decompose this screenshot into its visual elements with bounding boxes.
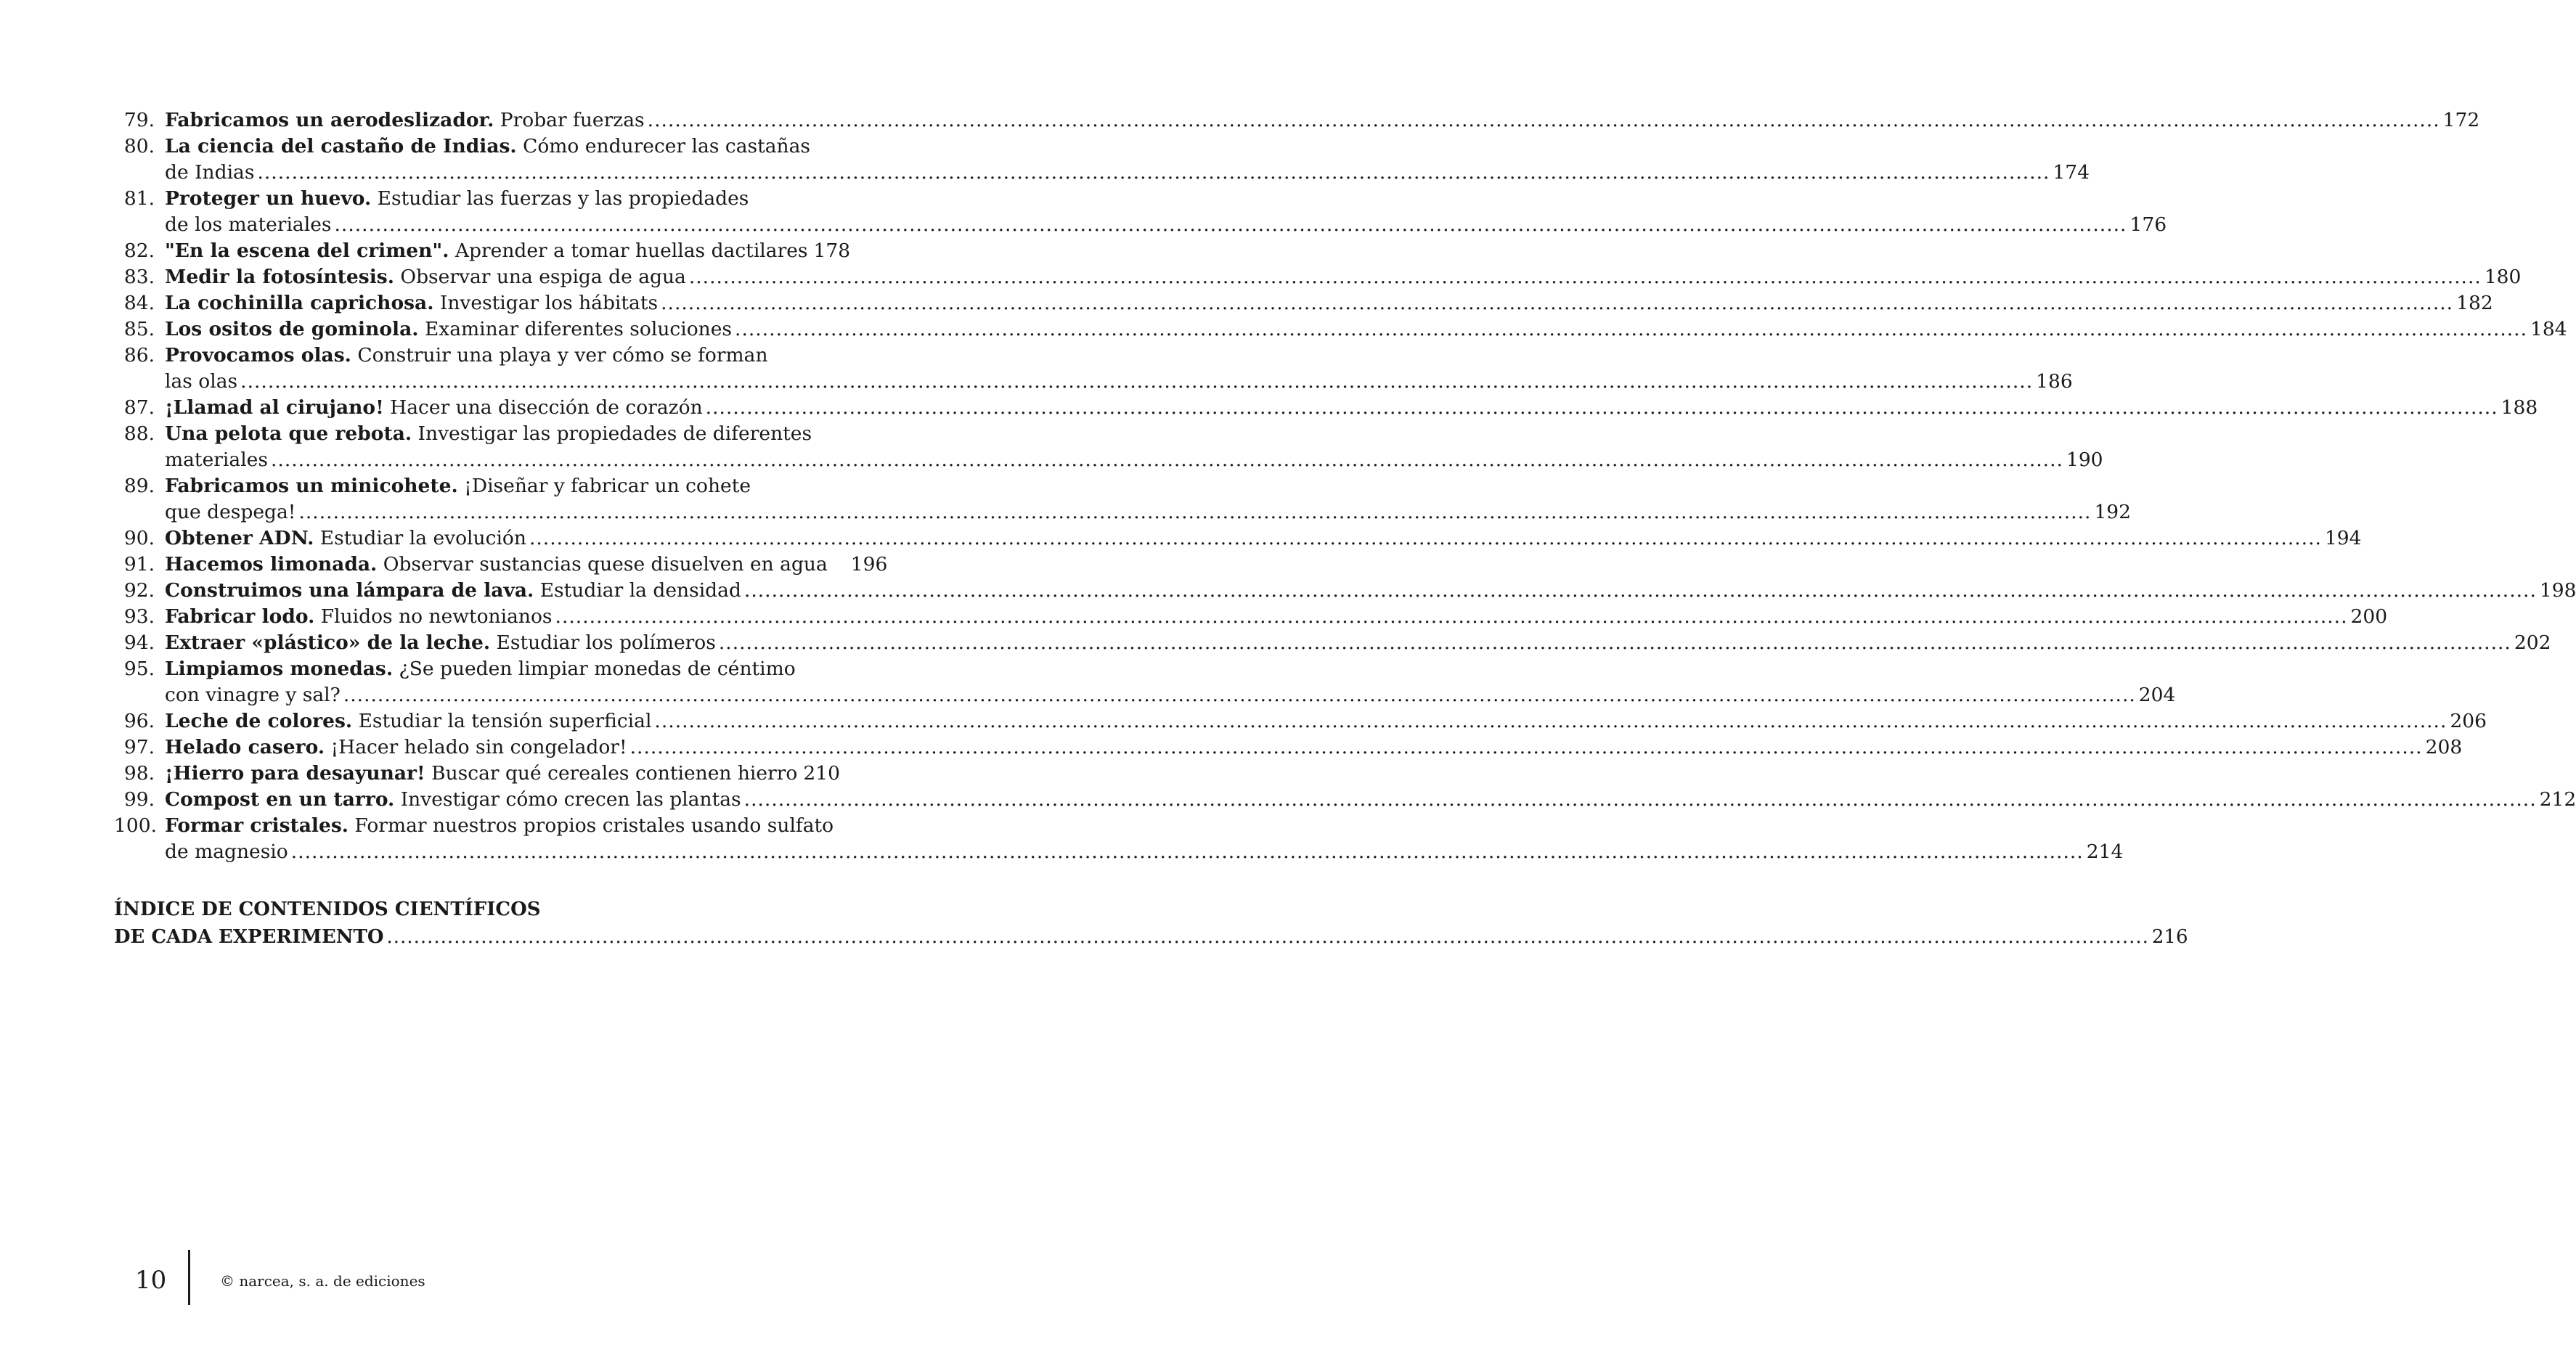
toc-entry-line bbox=[114, 395, 2538, 421]
toc-entry-description: ¡Hacer helado sin congelador! bbox=[330, 736, 627, 758]
toc-entry-title: Construimos una lámpara de lava. bbox=[165, 579, 534, 602]
toc-entry-page: 212 bbox=[2539, 788, 2576, 811]
toc-entry-number: 79. bbox=[123, 109, 155, 131]
toc-entry-title: Provocamos olas. bbox=[165, 344, 351, 367]
toc-entry-heading bbox=[165, 395, 703, 421]
toc-entry-page: 208 bbox=[2425, 736, 2463, 758]
toc-entry-heading bbox=[165, 344, 768, 367]
toc-entry bbox=[114, 630, 2551, 656]
dot-leader bbox=[735, 316, 2527, 343]
toc-entry-page: 192 bbox=[2094, 501, 2132, 523]
toc-entry-text bbox=[165, 107, 2480, 134]
index-title-line-1 bbox=[114, 896, 817, 923]
toc-entry-description: Estudiar la tensión superficial bbox=[358, 710, 652, 732]
toc-entry-title: ¡Llamad al cirujano! bbox=[165, 396, 384, 419]
toc-entry-line bbox=[114, 343, 817, 369]
dot-leader bbox=[257, 160, 2050, 186]
toc-entry-title: Obtener ADN. bbox=[165, 527, 314, 549]
toc-entry-line bbox=[114, 525, 2362, 552]
toc-entry-description: Observar sustancias quese disuelven en agua bbox=[383, 553, 828, 576]
toc-entry-description: Aprender a tomar huellas dactilares bbox=[455, 240, 808, 262]
toc-entry-continuation bbox=[114, 160, 2090, 186]
toc-entry-heading bbox=[165, 290, 658, 316]
toc-entry-heading bbox=[165, 708, 651, 734]
toc-entry-number: 97. bbox=[123, 736, 155, 758]
toc-entry-text bbox=[165, 238, 851, 264]
toc-entry-description: Estudiar los polímeros bbox=[496, 631, 716, 654]
toc-entry-heading bbox=[165, 814, 833, 837]
toc-entry-heading bbox=[165, 264, 686, 290]
toc-entry-text bbox=[165, 708, 2487, 734]
toc-entry-page: 200 bbox=[2350, 605, 2388, 628]
toc-entry-number: 92. bbox=[123, 579, 155, 602]
table-of-contents bbox=[114, 107, 2576, 865]
toc-entry-line bbox=[114, 473, 817, 499]
toc-entry-text bbox=[165, 134, 817, 160]
dot-leader bbox=[689, 264, 2482, 290]
toc-entry bbox=[114, 134, 2090, 186]
toc-entry-heading bbox=[165, 135, 810, 157]
toc-entry-heading bbox=[165, 552, 828, 578]
toc-entry-line bbox=[114, 761, 840, 787]
dot-leader bbox=[648, 107, 2440, 134]
toc-entry-heading bbox=[165, 658, 796, 680]
toc-entry-description: Investigar los hábitats bbox=[439, 292, 659, 314]
dot-leader bbox=[719, 630, 2511, 656]
toc-entry-page: 210 bbox=[803, 762, 840, 785]
toc-entry-text bbox=[165, 813, 834, 839]
toc-entry bbox=[114, 734, 2463, 761]
toc-entry-title: ¡Hierro para desayunar! bbox=[165, 762, 425, 785]
toc-entry-description: Fluidos no newtonianos bbox=[320, 605, 553, 628]
toc-entry-text bbox=[165, 552, 888, 578]
toc-entry-text bbox=[165, 290, 2493, 316]
toc-entry-page: 206 bbox=[2450, 710, 2487, 732]
toc-entry-page: 194 bbox=[2324, 527, 2362, 549]
toc-entry bbox=[114, 525, 2362, 552]
toc-entry bbox=[114, 186, 2167, 238]
toc-entry-text bbox=[165, 761, 840, 787]
toc-entry-continuation-words: las olas bbox=[165, 370, 238, 393]
publisher-credit: © narcea, s. a. de ediciones bbox=[220, 1272, 425, 1290]
toc-entry-text bbox=[165, 343, 817, 369]
toc-entry-number: 94. bbox=[123, 631, 155, 654]
toc-entry-description: Investigar cómo crecen las plantas bbox=[400, 788, 741, 811]
toc-entry-heading bbox=[165, 630, 716, 656]
toc-entry bbox=[114, 787, 2576, 813]
toc-entry-continuation bbox=[114, 369, 2073, 395]
toc-entry bbox=[114, 708, 2487, 734]
dot-leader bbox=[661, 290, 2453, 316]
dot-leader bbox=[706, 395, 2498, 421]
toc-entry-continuation bbox=[114, 499, 2132, 525]
toc-entry bbox=[114, 264, 2522, 290]
toc-entry-page: 188 bbox=[2500, 396, 2538, 419]
toc-entry-description: Estudiar las fuerzas y las propiedades bbox=[377, 187, 749, 210]
toc-entry-continuation-text bbox=[165, 212, 2167, 238]
toc-entry-title: Leche de colores. bbox=[165, 710, 353, 732]
toc-entry-title: La cochinilla caprichosa. bbox=[165, 292, 434, 314]
toc-entry-number: 91. bbox=[123, 553, 155, 576]
toc-entry-page: 180 bbox=[2484, 266, 2522, 288]
toc-entry bbox=[114, 761, 840, 787]
toc-entry-page: 174 bbox=[2053, 161, 2090, 184]
toc-entry-description: Investigar las propiedades de diferentes bbox=[417, 422, 812, 445]
toc-entry-number: 81. bbox=[123, 187, 155, 210]
page-number: 10 bbox=[135, 1266, 167, 1295]
toc-entry-description: ¡Diseñar y fabricar un cohete bbox=[464, 475, 751, 497]
dot-leader bbox=[334, 212, 2127, 238]
toc-entry-description: ¿Se pueden limpiar monedas de céntimo bbox=[399, 658, 796, 680]
toc-entry-title: Helado casero. bbox=[165, 736, 325, 758]
toc-entry-title: Una pelota que rebota. bbox=[165, 422, 412, 445]
toc-entry-continuation-text bbox=[165, 447, 2103, 473]
index-page-number: 216 bbox=[2151, 926, 2188, 948]
toc-entry-title: Extraer «plástico» de la leche. bbox=[165, 631, 491, 654]
toc-entry-continuation bbox=[114, 682, 2176, 708]
toc-entry-text bbox=[165, 525, 2362, 552]
toc-entry-page: 196 bbox=[850, 553, 888, 576]
toc-entry-text bbox=[165, 264, 2522, 290]
toc-entry-text bbox=[165, 787, 2576, 813]
toc-entry-heading bbox=[165, 578, 741, 604]
index-title-line-2 bbox=[114, 923, 2188, 951]
toc-entry-number: 99. bbox=[123, 788, 155, 811]
toc-entry-continuation bbox=[114, 447, 2103, 473]
toc-entry-heading bbox=[165, 761, 797, 787]
toc-entry-title: Fabricar lodo. bbox=[165, 605, 315, 628]
toc-entry-title: Fabricamos un minicohete. bbox=[165, 475, 458, 497]
toc-entry-continuation-text bbox=[165, 839, 2124, 865]
toc-entry-title: Hacemos limonada. bbox=[165, 553, 378, 576]
toc-entry bbox=[114, 813, 2124, 865]
toc-entry-continuation-text bbox=[165, 499, 2132, 525]
dot-leader bbox=[555, 604, 2348, 630]
toc-entry-description: Estudiar la evolución bbox=[319, 527, 526, 549]
toc-entry-text bbox=[165, 604, 2388, 630]
toc-entry-description: Hacer una disección de corazón bbox=[390, 396, 703, 419]
dot-leader bbox=[291, 839, 2084, 865]
toc-entry-number: 95. bbox=[123, 658, 155, 680]
toc-entry bbox=[114, 316, 2567, 343]
toc-entry-heading bbox=[165, 787, 741, 813]
toc-entry-title: La ciencia del castaño de Indias. bbox=[165, 135, 517, 157]
toc-entry-number: 86. bbox=[123, 344, 155, 367]
toc-entry-number: 85. bbox=[123, 318, 155, 340]
dot-leader bbox=[240, 369, 2033, 395]
dot-leader bbox=[271, 447, 2063, 473]
toc-entry bbox=[114, 343, 2073, 395]
dot-leader bbox=[298, 499, 2091, 525]
toc-entry-page: 214 bbox=[2086, 840, 2124, 863]
toc-entry-text bbox=[165, 186, 817, 212]
toc-entry-heading bbox=[165, 238, 808, 264]
toc-entry-title: Medir la fotosíntesis. bbox=[165, 266, 394, 288]
toc-entry-heading bbox=[165, 475, 751, 497]
toc-entry-title: "En la escena del crimen". bbox=[165, 240, 449, 262]
toc-entry-text bbox=[165, 578, 2576, 604]
toc-entry bbox=[114, 578, 2576, 604]
toc-entry-page: 198 bbox=[2539, 579, 2576, 602]
toc-entry-continuation-text bbox=[165, 160, 2090, 186]
toc-entry-text bbox=[165, 734, 2463, 761]
toc-entry-line bbox=[114, 238, 851, 264]
toc-entry-continuation-text bbox=[165, 369, 2073, 395]
toc-entry-line bbox=[114, 552, 888, 578]
toc-entry-number: 83. bbox=[123, 266, 155, 288]
toc-entry-continuation bbox=[114, 212, 2167, 238]
toc-entry-line bbox=[114, 708, 2487, 734]
toc-entry-description: Buscar qué cereales contienen hierro bbox=[431, 762, 798, 785]
dot-leader bbox=[343, 682, 2136, 708]
toc-entry-continuation bbox=[114, 839, 2124, 865]
toc-entry-heading bbox=[165, 734, 627, 761]
toc-entry-continuation-words: de Indias bbox=[165, 161, 255, 184]
toc-entry-continuation-words: de los materiales bbox=[165, 213, 332, 236]
toc-entry-text bbox=[165, 656, 817, 682]
toc-entry-line bbox=[114, 787, 2576, 813]
toc-entry-continuation-words: que despega! bbox=[165, 501, 296, 523]
toc-entry bbox=[114, 604, 2388, 630]
toc-entry-page: 182 bbox=[2456, 292, 2493, 314]
toc-entry-number: 89. bbox=[123, 475, 155, 497]
science-index-entry bbox=[114, 896, 2188, 951]
toc-entry-page: 176 bbox=[2129, 213, 2167, 236]
toc-entry-number: 80. bbox=[123, 135, 155, 157]
toc-entry-number: 98. bbox=[123, 762, 155, 785]
toc-entry bbox=[114, 656, 2176, 708]
toc-entry-title: Compost en un tarro. bbox=[165, 788, 395, 811]
toc-entry-heading bbox=[165, 525, 526, 552]
dot-leader bbox=[630, 734, 2423, 761]
toc-entry-number: 100. bbox=[114, 814, 158, 837]
toc-entry-line bbox=[114, 134, 817, 160]
toc-entry-line bbox=[114, 630, 2551, 656]
toc-entry-title: Proteger un huevo. bbox=[165, 187, 372, 210]
toc-entry-heading bbox=[165, 316, 732, 343]
toc-entry-line bbox=[114, 264, 2522, 290]
toc-entry-title: Fabricamos un aerodeslizador. bbox=[165, 109, 494, 131]
toc-entry-heading bbox=[165, 604, 553, 630]
toc-entry-line bbox=[114, 813, 834, 839]
toc-entry-line bbox=[114, 421, 817, 447]
toc-entry-continuation-words: materiales bbox=[165, 449, 268, 471]
toc-entry bbox=[114, 552, 888, 578]
toc-entry bbox=[114, 290, 2493, 316]
toc-entry-number: 82. bbox=[123, 240, 155, 262]
dot-leader bbox=[654, 708, 2447, 734]
toc-entry-number: 87. bbox=[123, 396, 155, 419]
toc-entry-description: Cómo endurecer las castañas bbox=[523, 135, 811, 157]
toc-entry-line bbox=[114, 107, 2480, 134]
toc-entry-description: Observar una espiga de agua bbox=[400, 266, 686, 288]
toc-entry-line bbox=[114, 604, 2388, 630]
toc-entry-text bbox=[165, 395, 2538, 421]
toc-entry-line bbox=[114, 734, 2463, 761]
toc-entry bbox=[114, 107, 2480, 134]
toc-entry-page: 204 bbox=[2138, 684, 2176, 706]
toc-entry-line bbox=[114, 656, 817, 682]
toc-entry-description: Estudiar la densidad bbox=[539, 579, 741, 602]
dot-leader bbox=[529, 525, 2322, 552]
toc-entry bbox=[114, 421, 2103, 473]
toc-entry-page: 184 bbox=[2530, 318, 2567, 340]
toc-entry-number: 93. bbox=[123, 605, 155, 628]
toc-entry-text bbox=[165, 421, 817, 447]
toc-entry-line bbox=[114, 186, 817, 212]
toc-entry-description: Examinar diferentes soluciones bbox=[424, 318, 733, 340]
toc-entry bbox=[114, 473, 2132, 525]
toc-entry-number: 88. bbox=[123, 422, 155, 445]
toc-entry-page: 178 bbox=[813, 240, 851, 262]
toc-entry-description: Construir una playa y ver cómo se forman bbox=[357, 344, 768, 367]
footer-divider bbox=[188, 1250, 190, 1305]
toc-entry-number: 96. bbox=[123, 710, 155, 732]
toc-entry-continuation-text bbox=[165, 682, 2176, 708]
dot-leader bbox=[744, 787, 2537, 813]
toc-entry-text bbox=[165, 473, 817, 499]
toc-entry-number: 84. bbox=[123, 292, 155, 314]
toc-entry-heading bbox=[165, 187, 749, 210]
toc-entry-page: 202 bbox=[2514, 631, 2551, 654]
toc-entry-description: Formar nuestros propios cristales usando sulfato bbox=[354, 814, 834, 837]
toc-entry-text bbox=[165, 630, 2551, 656]
toc-entry-page: 186 bbox=[2036, 370, 2073, 393]
toc-entry bbox=[114, 395, 2538, 421]
toc-entry-page: 172 bbox=[2442, 109, 2480, 131]
dot-leader bbox=[744, 578, 2537, 604]
toc-entry-heading bbox=[165, 422, 812, 445]
toc-entry-heading bbox=[165, 107, 645, 134]
toc-entry-description: Probar fuerzas bbox=[500, 109, 645, 131]
toc-entry-line bbox=[114, 578, 2576, 604]
toc-entry-title: Formar cristales. bbox=[165, 814, 349, 837]
toc-entry-number: 90. bbox=[123, 527, 155, 549]
toc-entry-title: Los ositos de gominola. bbox=[165, 318, 419, 340]
toc-entry-text bbox=[165, 316, 2567, 343]
toc-entry bbox=[114, 238, 851, 264]
toc-entry-title: Limpiamos monedas. bbox=[165, 658, 394, 680]
toc-entry-line bbox=[114, 316, 2567, 343]
dot-leader bbox=[387, 923, 2149, 951]
index-title-2: DE CADA EXPERIMENTO bbox=[114, 926, 384, 948]
index-title-1: ÍNDICE DE CONTENIDOS CIENTÍFICOS bbox=[114, 899, 541, 920]
toc-entry-page: 190 bbox=[2066, 449, 2103, 471]
toc-entry-line bbox=[114, 290, 2493, 316]
toc-entry-continuation-words: con vinagre y sal? bbox=[165, 684, 341, 706]
toc-entry-continuation-words: de magnesio bbox=[165, 840, 288, 863]
